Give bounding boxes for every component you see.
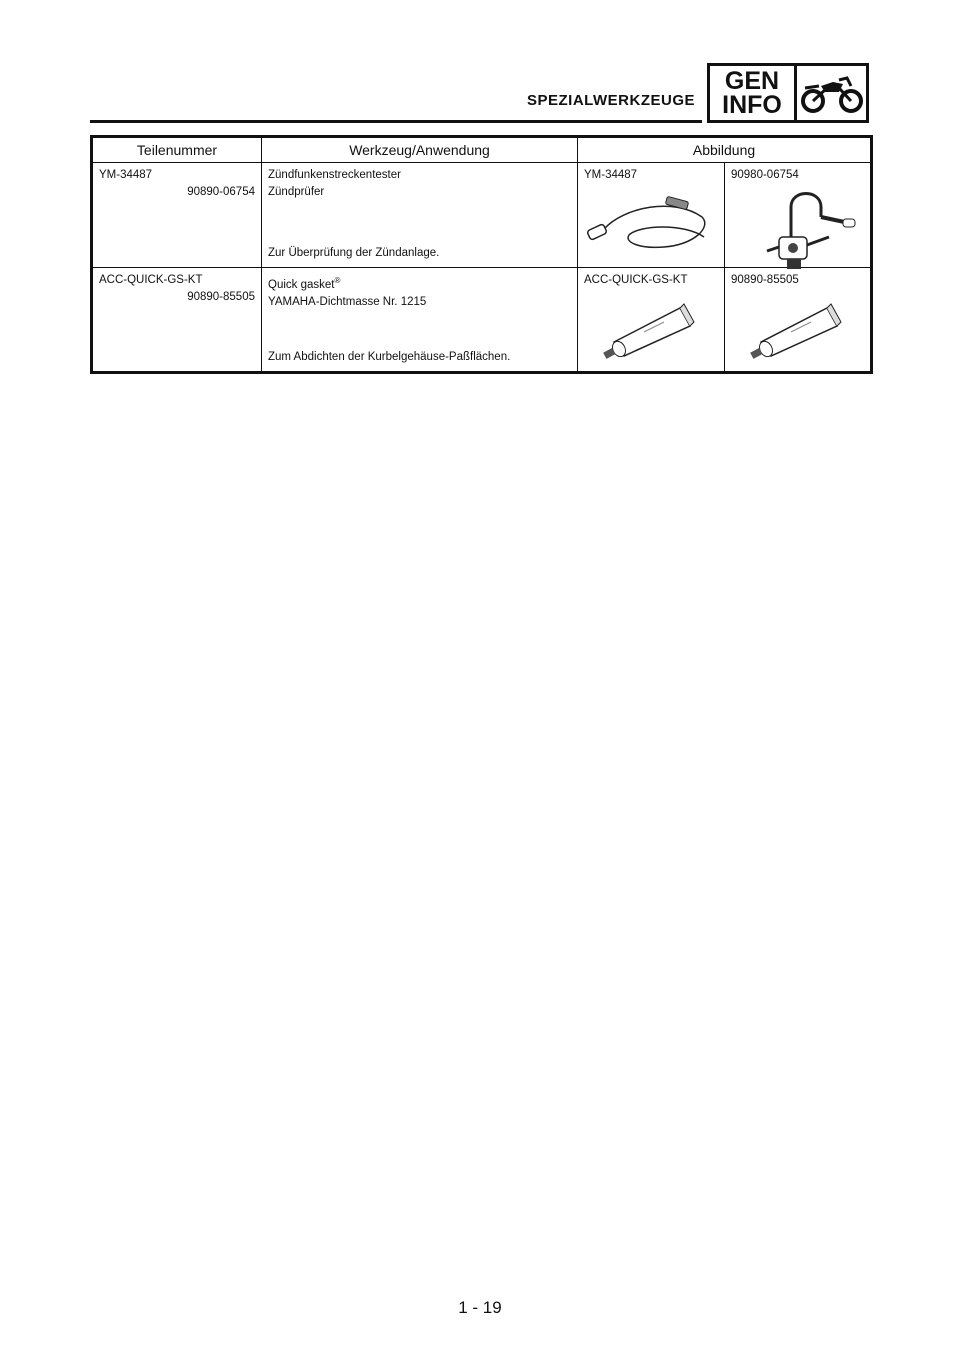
illustration-label: YM-34487 bbox=[584, 169, 638, 181]
illustration-label: 90980-06754 bbox=[731, 169, 799, 181]
part-number-cell bbox=[92, 163, 262, 268]
gen-info-badge bbox=[707, 63, 869, 123]
registered-mark: ® bbox=[334, 276, 341, 285]
page-number: 1 - 19 bbox=[458, 1298, 502, 1317]
table-header-row bbox=[92, 137, 872, 163]
part-number-cell bbox=[92, 268, 262, 373]
sealant-tube-icon bbox=[731, 292, 863, 364]
badge-line-gen: GEN bbox=[724, 67, 780, 95]
part-number-yamaha: 90890-06754 bbox=[187, 186, 255, 198]
column-header-tool: Werkzeug/Anwendung bbox=[262, 137, 578, 163]
tool-cell bbox=[262, 163, 578, 268]
illustration-cell bbox=[725, 268, 872, 373]
tool-name: Zündfunkenstreckentester bbox=[268, 169, 401, 181]
section-title: SPEZIALWERKZEUGE bbox=[526, 92, 695, 109]
illustration-cell bbox=[725, 163, 872, 268]
tool-application: Zum Abdichten der Kurbelgehäuse-Paßflächen. bbox=[268, 351, 511, 363]
part-number-yamaha: 90890-85505 bbox=[187, 291, 255, 303]
header-rule bbox=[90, 120, 702, 123]
ignition-checker-icon bbox=[731, 187, 863, 275]
column-header-part-number: Teilenummer bbox=[92, 137, 262, 163]
tool-name-text: Quick gasket bbox=[268, 278, 335, 291]
illustration-label: ACC-QUICK-GS-KT bbox=[584, 274, 688, 286]
tool-name bbox=[268, 272, 571, 294]
special-tools-table bbox=[90, 135, 873, 374]
motorcycle-icon bbox=[797, 66, 866, 120]
illustration-label: 90890-85505 bbox=[731, 274, 799, 286]
column-header-illustration: Abbildung bbox=[578, 137, 872, 163]
illustration-cell bbox=[578, 268, 725, 373]
tool-name-alt: Zündprüfer bbox=[268, 186, 325, 198]
sealant-tube-icon bbox=[584, 292, 716, 364]
table-row bbox=[92, 163, 872, 268]
part-number-us: YM-34487 bbox=[99, 169, 153, 181]
part-number-us: ACC-QUICK-GS-KT bbox=[99, 274, 203, 286]
spark-gap-tester-icon bbox=[584, 187, 716, 259]
illustration-cell bbox=[578, 163, 725, 268]
gen-info-label bbox=[710, 66, 797, 120]
tool-name-alt: YAMAHA-Dichtmasse Nr. 1215 bbox=[268, 295, 427, 308]
table-row bbox=[92, 268, 872, 373]
badge-line-info: INFO bbox=[722, 91, 782, 119]
tool-cell bbox=[262, 268, 578, 373]
tool-application: Zur Überprüfung der Zündanlage. bbox=[268, 247, 440, 259]
